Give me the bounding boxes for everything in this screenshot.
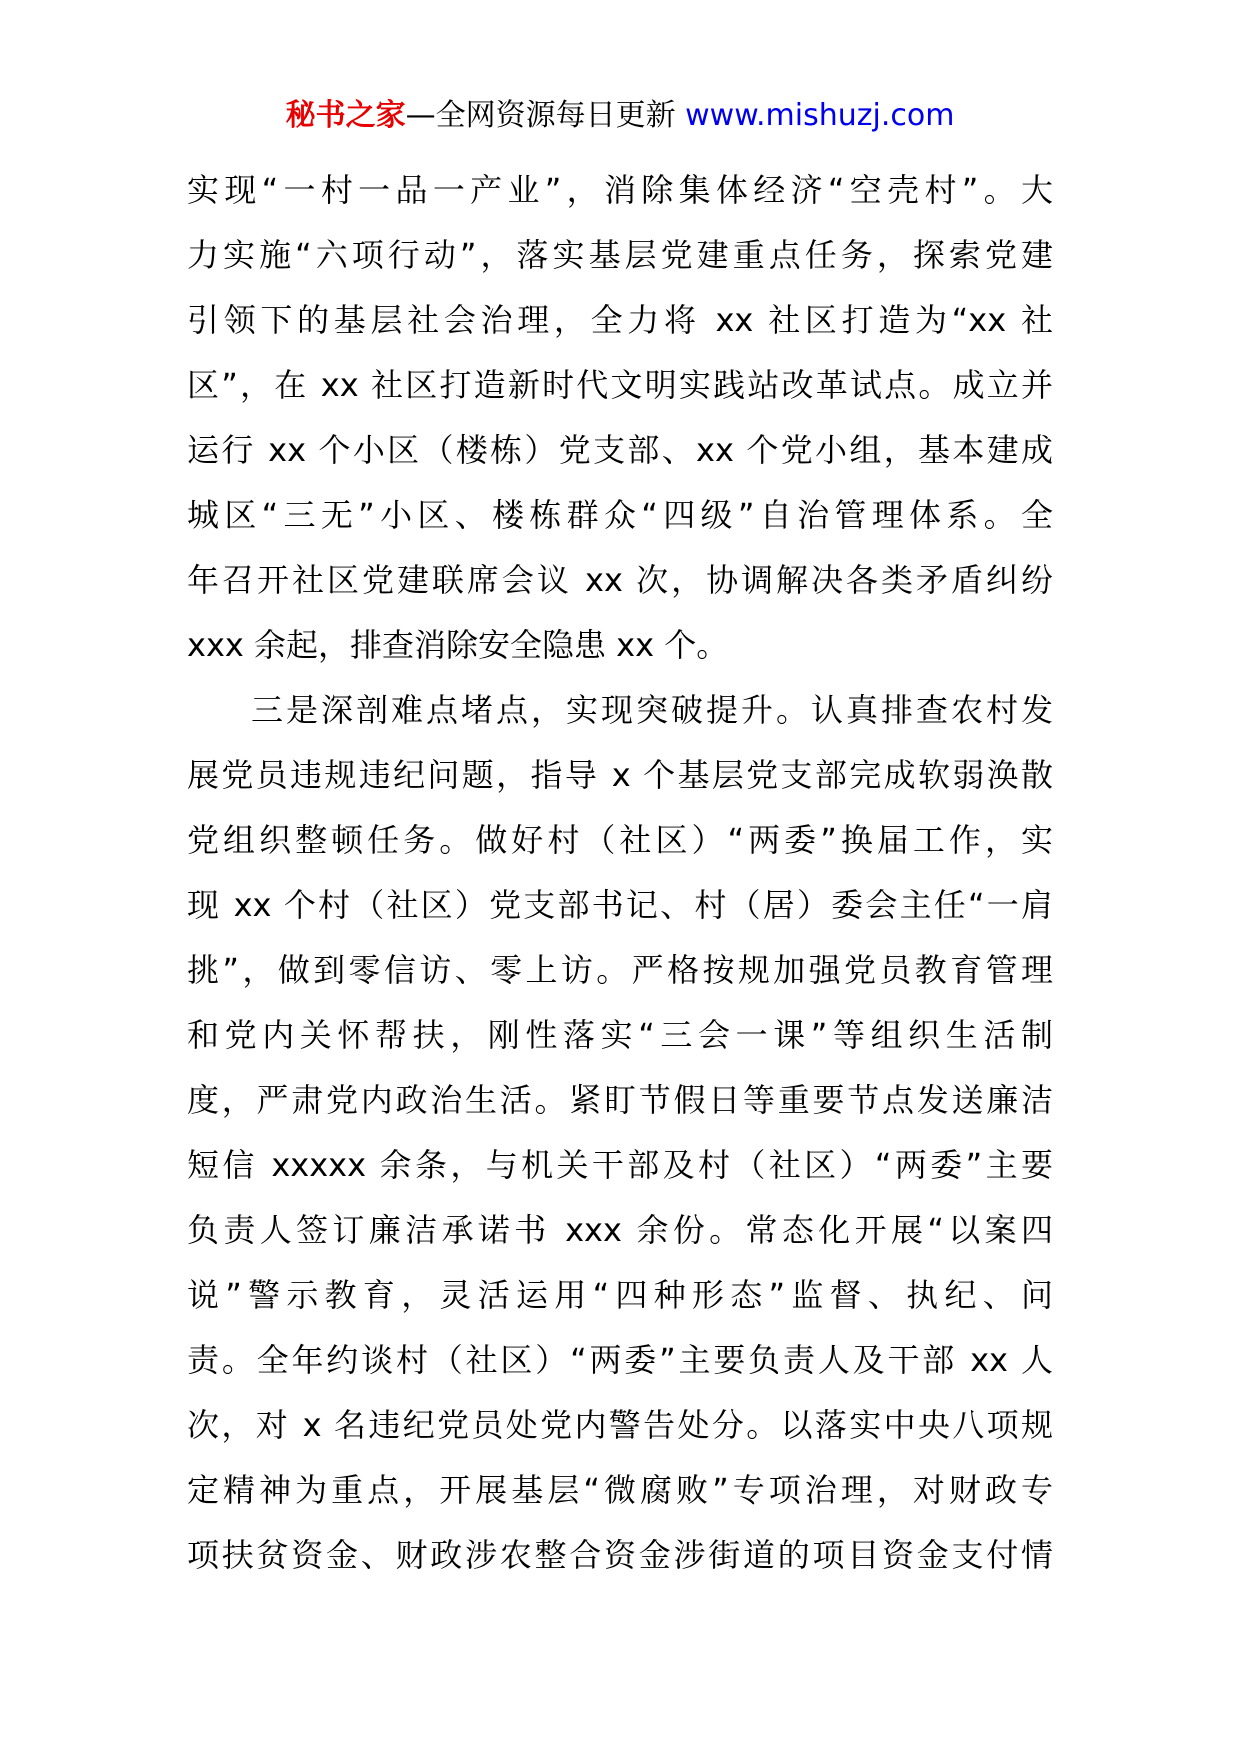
body-line: 现 xx 个村（社区）党支部书记、村（居）委会主任“一肩 (187, 886, 1053, 924)
body-line: 挑”，做到零信访、零上访。严格按规加强党员教育管理 (187, 951, 1053, 989)
site-brand: 秘书之家 (285, 98, 406, 133)
body-line: 短信 xxxxx 余条，与机关干部及村（社区）“两委”主要 (187, 1146, 1053, 1184)
body-line: 力实施“六项行动”，落实基层党建重点任务，探索党建 (187, 236, 1053, 274)
body-line: 城区“三无”小区、楼栋群众“四级”自治管理体系。全 (187, 496, 1053, 534)
site-url-link[interactable]: www.mishuzj.com (685, 98, 955, 133)
body-line: 责。全年约谈村（社区）“两委”主要负责人及干部 xx 人 (187, 1341, 1053, 1379)
body-line: 党组织整顿任务。做好村（社区）“两委”换届工作，实 (187, 821, 1053, 859)
body-line: 说”警示教育，灵活运用“四种形态”监督、执纪、问 (187, 1276, 1053, 1314)
body-line: 次，对 x 名违纪党员处党内警告处分。以落实中央八项规 (187, 1406, 1053, 1444)
body-line: 负责人签订廉洁承诺书 xxx 余份。常态化开展“以案四 (187, 1211, 1053, 1249)
body-line: 年召开社区党建联席会议 xx 次，协调解决各类矛盾纠纷 (187, 561, 1053, 599)
body-line: 展党员违规违纪问题，指导 x 个基层党支部完成软弱涣散 (187, 756, 1053, 794)
site-header (0, 96, 1240, 136)
body-line: 项扶贫资金、财政涉农整合资金涉街道的项目资金支付情 (187, 1536, 1053, 1574)
body-line: 区”，在 xx 社区打造新时代文明实践站改革试点。成立并 (187, 366, 1053, 404)
paragraph-start-line: 三是深剖难点堵点，实现突破提升。认真排查农村发 (251, 691, 1053, 729)
body-line: 定精神为重点，开展基层“微腐败”专项治理，对财政专 (187, 1471, 1053, 1509)
body-line: 实现“一村一品一产业”，消除集体经济“空壳村”。大 (187, 171, 1053, 209)
site-tagline: —全网资源每日更新 (405, 98, 676, 133)
body-line: 度，严肃党内政治生活。紧盯节假日等重要节点发送廉洁 (187, 1081, 1053, 1119)
body-line: 运行 xx 个小区（楼栋）党支部、xx 个党小组，基本建成 (187, 431, 1053, 469)
paragraph-end-line: xxx 余起，排查消除安全隐患 xx 个。 (187, 626, 729, 664)
body-line: 引领下的基层社会治理，全力将 xx 社区打造为“xx 社 (187, 301, 1053, 339)
body-line: 和党内关怀帮扶，刚性落实“三会一课”等组织生活制 (187, 1016, 1053, 1054)
document-body (187, 158, 1053, 1588)
